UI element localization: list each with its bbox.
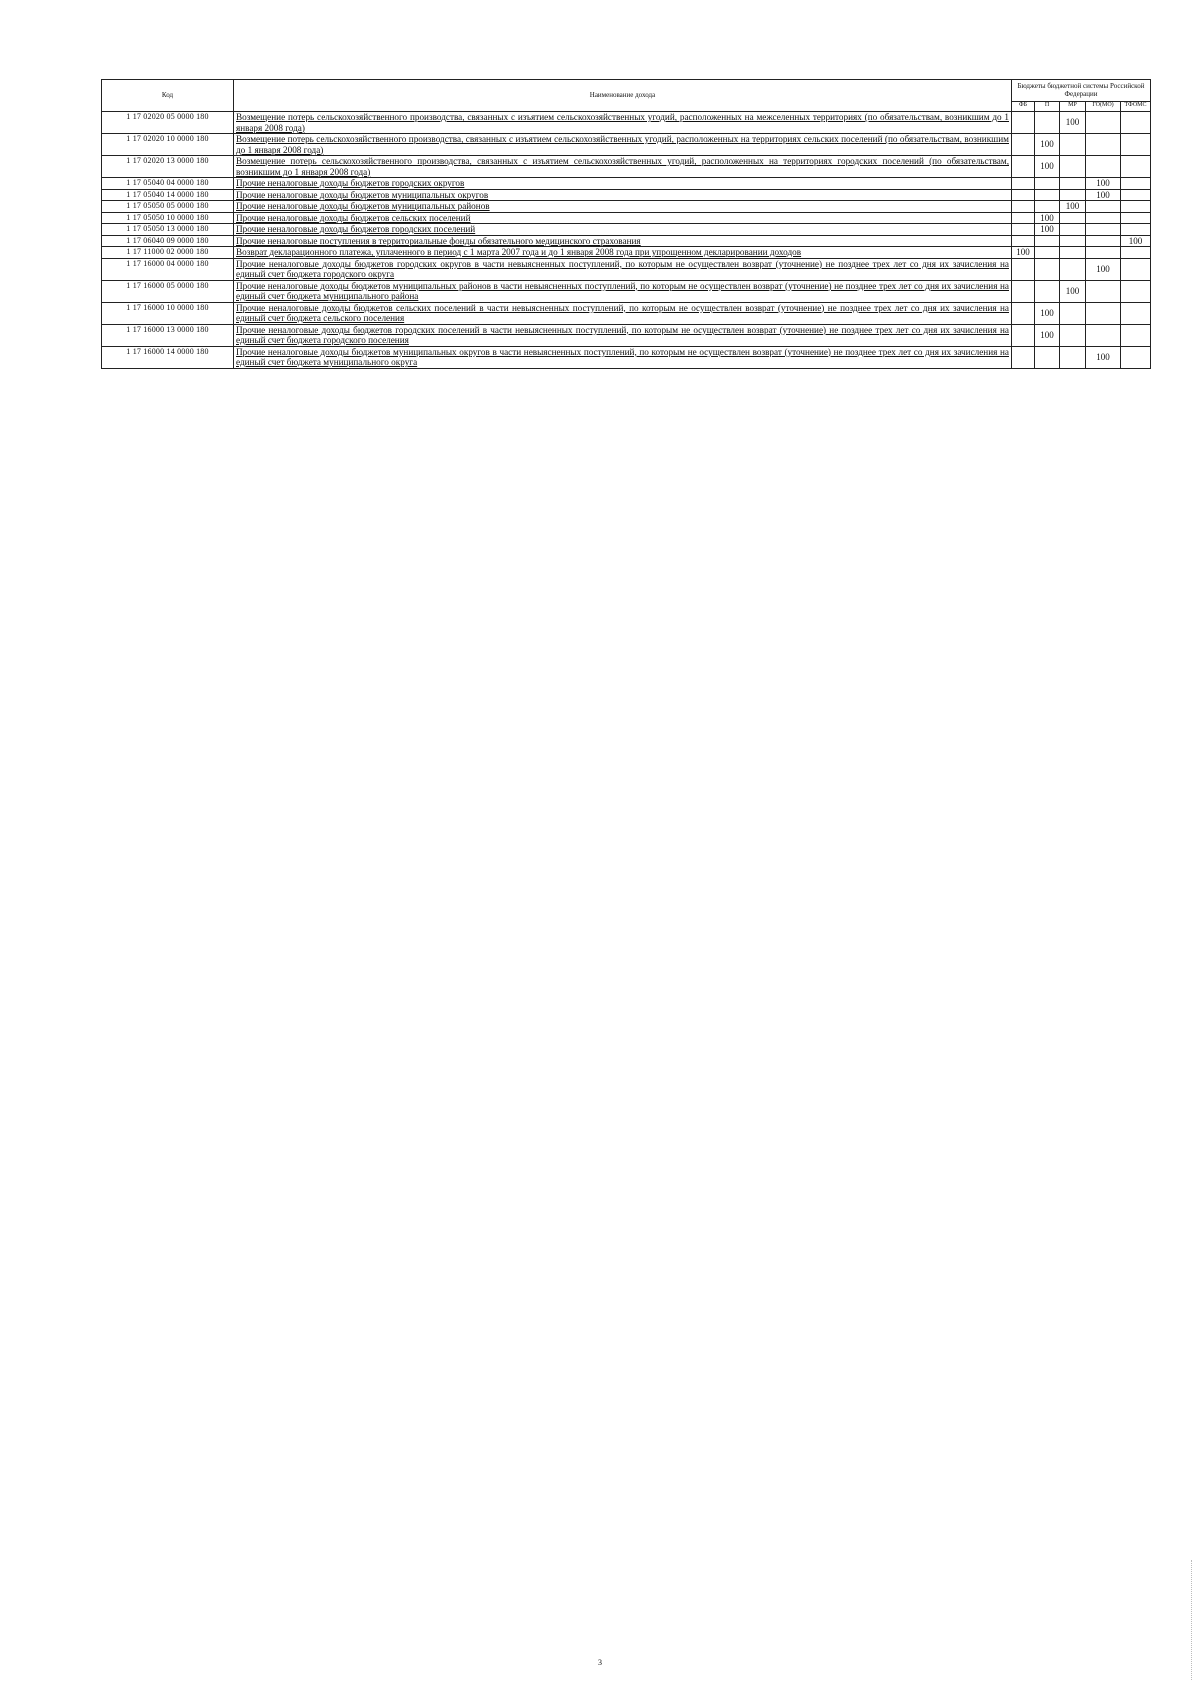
row-income-name: Прочие неналоговые доходы бюджетов городских поселений в части невыясненных поступлений, по которым не осуществлен возврат (уточнение) не позднее трех лет со дня их зачисления на единый счет бюджета городского поселения (234, 324, 1012, 346)
revenue-classification-table (101, 79, 1151, 369)
row-value-fb (1012, 112, 1035, 134)
row-value-fb (1012, 178, 1035, 190)
table-row (102, 324, 1151, 346)
row-value-tfoms (1121, 224, 1151, 236)
table-row (102, 178, 1151, 190)
header-col-go-mo: ГО(МО) (1086, 101, 1121, 111)
row-value-fb (1012, 201, 1035, 213)
row-income-name: Прочие неналоговые доходы бюджетов муниципальных округов в части невыясненных поступлений, по которым не осуществлен возврат (уточнение) не позднее трех лет со дня их зачисления на единый счет бюджета муниципального округа (234, 346, 1012, 368)
row-value-go-mo (1086, 280, 1121, 302)
row-value-tfoms (1121, 324, 1151, 346)
row-value-go-mo (1086, 235, 1121, 247)
row-value-go-mo: 100 (1086, 346, 1121, 368)
row-value-tfoms: 100 (1121, 235, 1151, 247)
row-code: 1 17 05040 14 0000 180 (102, 189, 234, 201)
row-value-p: 100 (1035, 134, 1060, 156)
row-value-mr (1060, 258, 1086, 280)
row-value-tfoms (1121, 112, 1151, 134)
row-value-fb: 100 (1012, 247, 1035, 259)
row-code: 1 17 16000 05 0000 180 (102, 280, 234, 302)
row-code: 1 17 16000 04 0000 180 (102, 258, 234, 280)
row-value-go-mo (1086, 302, 1121, 324)
row-code: 1 17 02020 13 0000 180 (102, 156, 234, 178)
row-code: 1 17 06040 09 0000 180 (102, 235, 234, 247)
row-value-p (1035, 178, 1060, 190)
row-value-mr: 100 (1060, 280, 1086, 302)
row-code: 1 17 05040 04 0000 180 (102, 178, 234, 190)
row-value-fb (1012, 324, 1035, 346)
row-value-go-mo (1086, 324, 1121, 346)
row-value-p (1035, 258, 1060, 280)
table-row (102, 224, 1151, 236)
row-value-p: 100 (1035, 324, 1060, 346)
row-value-go-mo (1086, 112, 1121, 134)
row-value-fb (1012, 302, 1035, 324)
row-code: 1 17 11000 02 0000 180 (102, 247, 234, 259)
row-value-tfoms (1121, 258, 1151, 280)
row-value-mr: 100 (1060, 112, 1086, 134)
page-number: 3 (598, 1658, 602, 1667)
row-value-go-mo (1086, 247, 1121, 259)
row-value-fb (1012, 258, 1035, 280)
row-value-tfoms (1121, 134, 1151, 156)
row-value-p (1035, 346, 1060, 368)
header-col-fb: ФБ (1012, 101, 1035, 111)
row-value-fb (1012, 212, 1035, 224)
row-value-go-mo: 100 (1086, 189, 1121, 201)
header-col-p: П (1035, 101, 1060, 111)
row-value-mr (1060, 302, 1086, 324)
row-income-name: Прочие неналоговые доходы бюджетов сельских поселений в части невыясненных поступлений, по которым не осуществлен возврат (уточнение) не позднее трех лет со дня их зачисления на единый счет бюджета сельского поселения (234, 302, 1012, 324)
row-code: 1 17 16000 10 0000 180 (102, 302, 234, 324)
row-code: 1 17 05050 05 0000 180 (102, 201, 234, 213)
row-income-name: Прочие неналоговые поступления в территориальные фонды обязательного медицинского страхования (234, 235, 1012, 247)
row-value-go-mo: 100 (1086, 258, 1121, 280)
row-value-go-mo (1086, 201, 1121, 213)
row-income-name: Возврат декларационного платежа, уплаченного в период с 1 марта 2007 года и до 1 января 2008 года при упрощенном декларировании доходов (234, 247, 1012, 259)
table-row (102, 212, 1151, 224)
row-income-name: Прочие неналоговые доходы бюджетов сельских поселений (234, 212, 1012, 224)
row-value-mr (1060, 212, 1086, 224)
header-budgets: Бюджеты бюджетной системы Российской Федерации (1012, 80, 1151, 102)
row-value-fb (1012, 156, 1035, 178)
row-value-p: 100 (1035, 212, 1060, 224)
table-row (102, 189, 1151, 201)
row-value-tfoms (1121, 189, 1151, 201)
table-row (102, 280, 1151, 302)
row-value-mr: 100 (1060, 201, 1086, 213)
header-col-tfoms: ТФОМС (1121, 101, 1151, 111)
row-value-tfoms (1121, 212, 1151, 224)
row-value-mr (1060, 235, 1086, 247)
table-row (102, 112, 1151, 134)
row-value-go-mo (1086, 134, 1121, 156)
scan-edge-mark (1191, 1560, 1193, 1680)
row-value-tfoms (1121, 302, 1151, 324)
row-code: 1 17 02020 10 0000 180 (102, 134, 234, 156)
header-col-mr: МР (1060, 101, 1086, 111)
row-value-tfoms (1121, 201, 1151, 213)
row-value-tfoms (1121, 346, 1151, 368)
row-income-name: Прочие неналоговые доходы бюджетов городских поселений (234, 224, 1012, 236)
row-code: 1 17 16000 14 0000 180 (102, 346, 234, 368)
row-income-name: Прочие неналоговые доходы бюджетов муниципальных округов (234, 189, 1012, 201)
row-value-mr (1060, 178, 1086, 190)
row-income-name: Возмещение потерь сельскохозяйственного производства, связанных с изъятием сельскохозяйственных угодий, расположенных на территориях городских поселений (по обязательствам, возникшим до 1 января 2008 года) (234, 156, 1012, 178)
row-value-fb (1012, 134, 1035, 156)
table-row (102, 156, 1151, 178)
table-row (102, 346, 1151, 368)
row-value-p: 100 (1035, 302, 1060, 324)
row-value-mr (1060, 189, 1086, 201)
row-income-name: Прочие неналоговые доходы бюджетов городских округов (234, 178, 1012, 190)
row-value-fb (1012, 280, 1035, 302)
row-value-fb (1012, 346, 1035, 368)
row-value-p (1035, 247, 1060, 259)
row-income-name: Прочие неналоговые доходы бюджетов городских округов в части невыясненных поступлений, по которым не осуществлен возврат (уточнение) не позднее трех лет со дня их зачисления на единый счет бюджета городского округа (234, 258, 1012, 280)
row-value-p: 100 (1035, 156, 1060, 178)
table-row (102, 134, 1151, 156)
row-value-tfoms (1121, 156, 1151, 178)
row-value-fb (1012, 224, 1035, 236)
table-body (102, 112, 1151, 369)
row-income-name: Возмещение потерь сельскохозяйственного производства, связанных с изъятием сельскохозяйственных угодий, расположенных на межселенных территориях (по обязательствам, возникшим до 1 января 2008 года) (234, 112, 1012, 134)
row-value-mr (1060, 346, 1086, 368)
table-row (102, 235, 1151, 247)
row-value-go-mo (1086, 224, 1121, 236)
row-value-fb (1012, 189, 1035, 201)
row-value-mr (1060, 156, 1086, 178)
row-value-mr (1060, 247, 1086, 259)
row-value-go-mo: 100 (1086, 178, 1121, 190)
row-code: 1 17 02020 05 0000 180 (102, 112, 234, 134)
header-code: Код (102, 80, 234, 112)
row-code: 1 17 16000 13 0000 180 (102, 324, 234, 346)
row-value-p (1035, 235, 1060, 247)
row-value-p (1035, 280, 1060, 302)
row-income-name: Прочие неналоговые доходы бюджетов муниципальных районов в части невыясненных поступлений, по которым не осуществлен возврат (уточнение) не позднее трех лет со дня их зачисления на единый счет бюджета муниципального района (234, 280, 1012, 302)
table-row (102, 302, 1151, 324)
row-value-mr (1060, 134, 1086, 156)
row-value-mr (1060, 224, 1086, 236)
row-value-go-mo (1086, 212, 1121, 224)
row-value-tfoms (1121, 178, 1151, 190)
table-row (102, 247, 1151, 259)
row-value-p (1035, 201, 1060, 213)
row-code: 1 17 05050 13 0000 180 (102, 224, 234, 236)
row-income-name: Прочие неналоговые доходы бюджетов муниципальных районов (234, 201, 1012, 213)
header-name: Наименование дохода (234, 80, 1012, 112)
row-value-tfoms (1121, 280, 1151, 302)
row-value-fb (1012, 235, 1035, 247)
table-row (102, 258, 1151, 280)
row-value-p (1035, 189, 1060, 201)
row-code: 1 17 05050 10 0000 180 (102, 212, 234, 224)
row-value-p: 100 (1035, 224, 1060, 236)
row-value-mr (1060, 324, 1086, 346)
row-value-tfoms (1121, 247, 1151, 259)
row-value-go-mo (1086, 156, 1121, 178)
row-value-p (1035, 112, 1060, 134)
table-row (102, 201, 1151, 213)
row-income-name: Возмещение потерь сельскохозяйственного производства, связанных с изъятием сельскохозяйственных угодий, расположенных на территориях сельских поселений (по обязательствам, возникшим до 1 января 2008 года) (234, 134, 1012, 156)
